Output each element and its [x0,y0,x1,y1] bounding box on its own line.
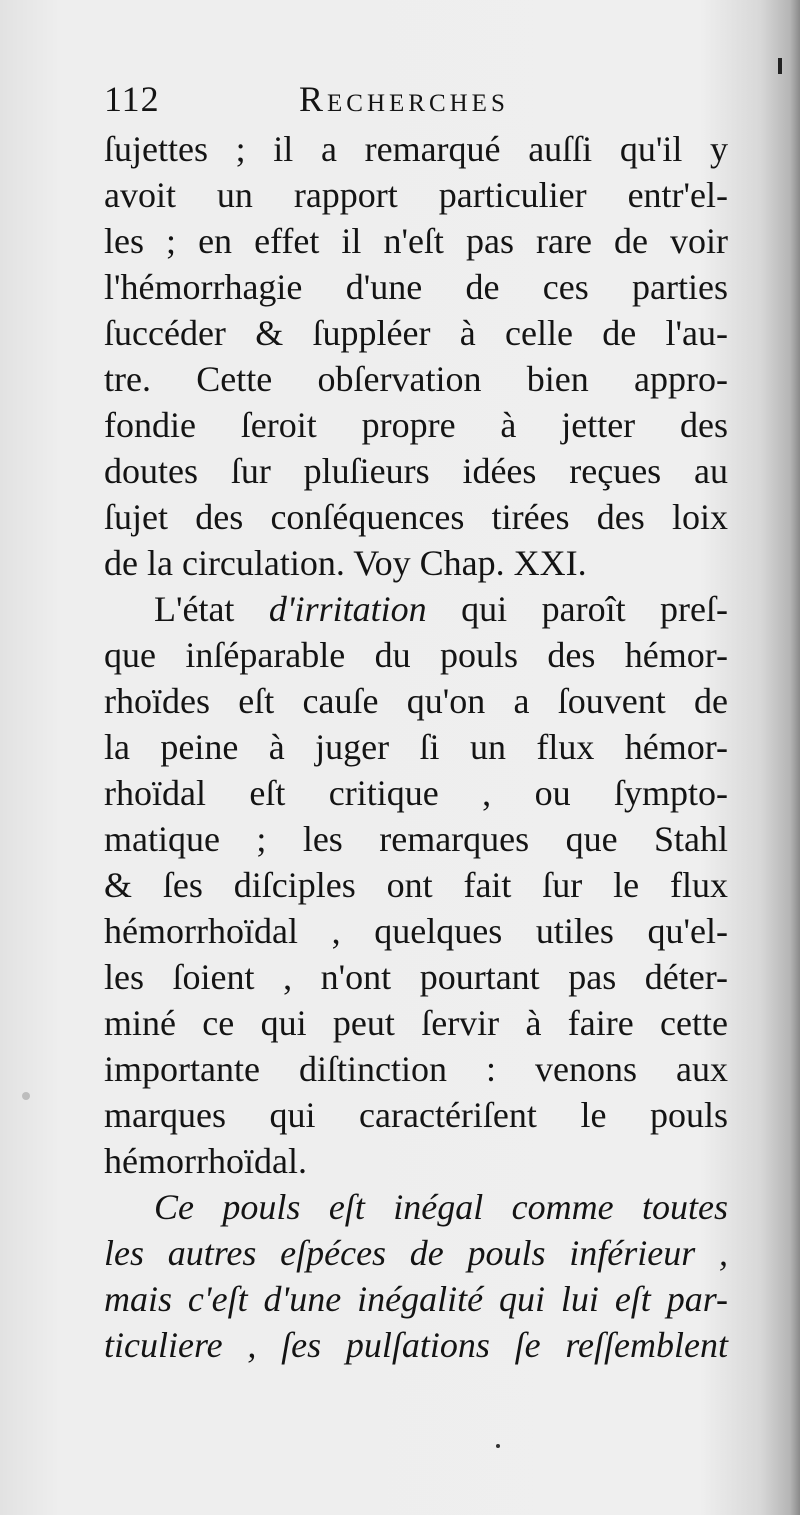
text-line: mais c'eſt d'une inégalité qui lui eſt par- [104,1279,728,1319]
text-line: avoit un rapport particulier entr'el- [104,175,728,215]
text-run: L'état [154,589,269,629]
page-number: 112 [104,79,160,119]
paper-speck [22,1092,30,1100]
text-line: & ſes diſciples ont fait ſur le flux [104,865,728,905]
text-line: fondie ſeroit propre à jetter des [104,405,728,445]
text-line: hémorrhoïdal , quelques utiles qu'el- [104,911,728,951]
text-line: la peine à juger ſi un flux hémor- [104,727,728,767]
text-line: ticuliere , ſes pulſations ſe reſſemblent [104,1325,728,1365]
text-line: ſujettes ; il a remarqué auſſi qu'il y [104,129,728,169]
page-body [104,126,728,1368]
text-line: doutes ſur pluſieurs idées reçues au [104,451,728,491]
text-line: Ce pouls eſt inégal comme toutes [154,1187,728,1227]
text-line [104,586,728,632]
gutter-mark [778,58,782,74]
italic-term: d'irritation [268,589,427,629]
text-line: ſuccéder & ſuppléer à celle de l'au- [104,313,728,353]
ink-dot [496,1444,500,1448]
text-line: matique ; les remarques que Stahl [104,819,728,859]
text-line: tre. Cette obſervation bien appro- [104,359,728,399]
text-line: rhoïdal eſt critique , ou ſympto- [104,773,728,813]
text-line: les autres eſpéces de pouls inférieur , [104,1233,728,1273]
page-header [104,78,624,124]
text-line: importante diſtinction : venons aux [104,1049,728,1089]
running-title: Recherches [299,79,509,119]
text-line: rhoïdes eſt cauſe qu'on a ſouvent de [104,681,728,721]
text-line: miné ce qui peut ſervir à faire cette [104,1003,728,1043]
text-line: marques qui caractériſent le pouls [104,1095,728,1135]
text-line: ſujet des conſéquences tirées des loix [104,497,728,537]
text-line: l'hémorrhagie d'une de ces parties [104,267,728,307]
text-line: les ſoient , n'ont pourtant pas déter- [104,957,728,997]
text-run: qui paroît preſ- [426,589,729,629]
paragraph-1 [104,126,728,586]
paragraph-3 [104,1184,728,1368]
text-line: que inſéparable du pouls des hémor- [104,635,728,675]
text-line: de la circulation. Voy Chap. XXI. [104,543,587,583]
text-line: hémorrhoïdal. [104,1141,307,1181]
paragraph-2 [104,586,728,1184]
text-line: les ; en effet il n'eſt pas rare de voir [104,221,728,261]
